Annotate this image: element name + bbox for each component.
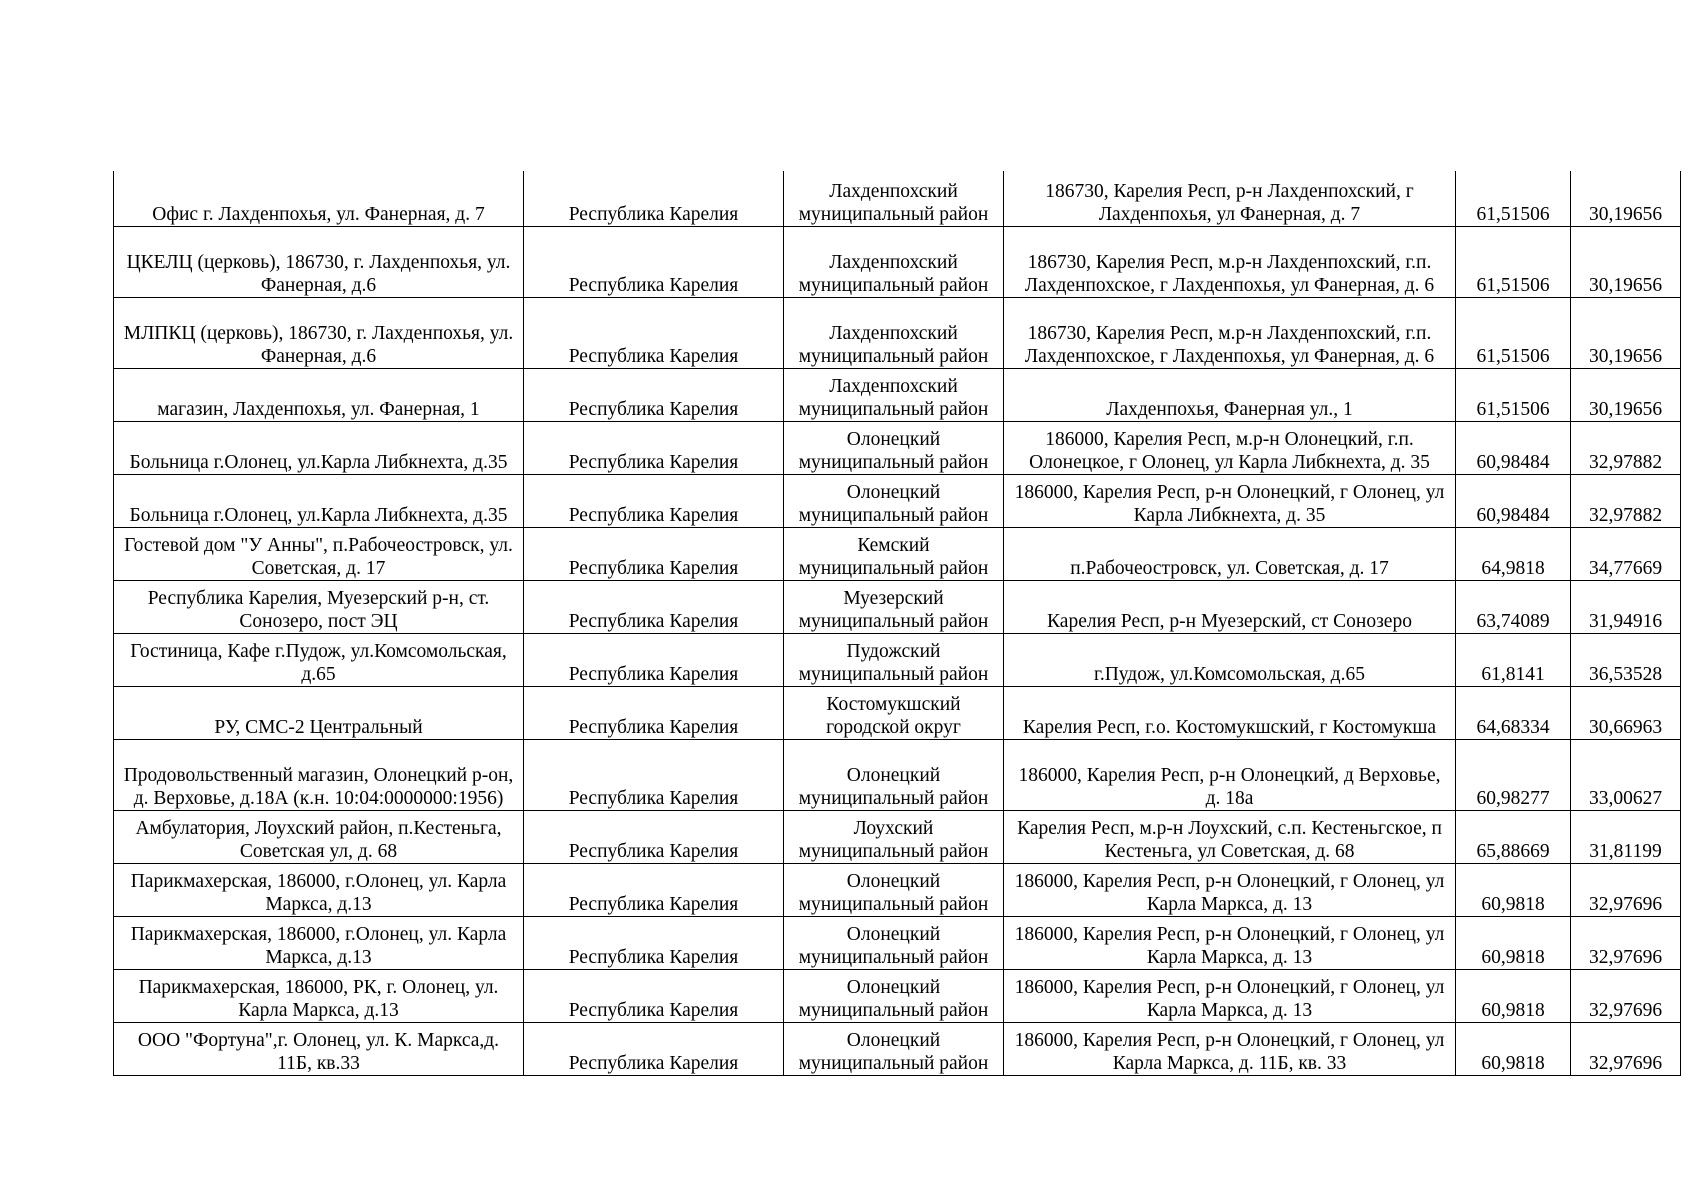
latitude-cell: 64,68334: [1456, 686, 1571, 739]
address-cell: г.Пудож, ул.Комсомольская, д.65: [1004, 633, 1456, 686]
address-cell: Лахденпохья, Фанерная ул., 1: [1004, 368, 1456, 421]
region-cell: Республика Карелия: [524, 368, 784, 421]
object-name-cell: ООО "Фортуна",г. Олонец, ул. К. Маркса,д. 11Б, кв.33: [114, 1022, 524, 1075]
district-cell: Муезерский муниципальный район: [784, 580, 1004, 633]
table-row: [114, 633, 1681, 686]
object-name-cell: Гостиница, Кафе г.Пудож, ул.Комсомольская, д.65: [114, 633, 524, 686]
district-cell: Олонецкий муниципальный район: [784, 474, 1004, 527]
address-cell: 186000, Карелия Респ, р-н Олонецкий, г Олонец, ул Карла Маркса, д. 13: [1004, 969, 1456, 1022]
object-name-cell: Больница г.Олонец, ул.Карла Либкнехта, д.35: [114, 474, 524, 527]
longitude-cell: 30,19656: [1571, 171, 1681, 226]
object-name-cell: РУ, СМС-2 Центральный: [114, 686, 524, 739]
object-name-cell: Больница г.Олонец, ул.Карла Либкнехта, д.35: [114, 421, 524, 474]
latitude-cell: 60,98484: [1456, 421, 1571, 474]
object-name-cell: Офис г. Лахденпохья, ул. Фанерная, д. 7: [114, 171, 524, 226]
object-name-cell: Парикмахерская, 186000, РК, г. Олонец, ул. Карла Маркса, д.13: [114, 969, 524, 1022]
district-cell: Олонецкий муниципальный район: [784, 1022, 1004, 1075]
region-cell: Республика Карелия: [524, 810, 784, 863]
address-cell: 186000, Карелия Респ, м.р-н Олонецкий, г.п. Олонецкое, г Олонец, ул Карла Либкнехта, д. 35: [1004, 421, 1456, 474]
table-row: [114, 1022, 1681, 1075]
object-name-cell: Республика Карелия, Муезерский р-н, ст. Сонозеро, пост ЭЦ: [114, 580, 524, 633]
district-cell: Лоухский муниципальный район: [784, 810, 1004, 863]
object-name-cell: Парикмахерская, 186000, г.Олонец, ул. Карла Маркса, д.13: [114, 863, 524, 916]
district-cell: Лахденпохский муниципальный район: [784, 226, 1004, 297]
longitude-cell: 30,19656: [1571, 297, 1681, 368]
address-cell: Карелия Респ, г.о. Костомукшский, г Костомукша: [1004, 686, 1456, 739]
latitude-cell: 60,98484: [1456, 474, 1571, 527]
district-cell: Олонецкий муниципальный район: [784, 863, 1004, 916]
object-name-cell: Амбулатория, Лоухский район, п.Кестеньга, Советская ул, д. 68: [114, 810, 524, 863]
longitude-cell: 30,19656: [1571, 226, 1681, 297]
region-cell: Республика Карелия: [524, 1022, 784, 1075]
region-cell: Республика Карелия: [524, 686, 784, 739]
region-cell: Республика Карелия: [524, 171, 784, 226]
address-cell: Карелия Респ, р-н Муезерский, ст Сонозеро: [1004, 580, 1456, 633]
address-cell: 186000, Карелия Респ, р-н Олонецкий, г Олонец, ул Карла Маркса, д. 13: [1004, 916, 1456, 969]
latitude-cell: 61,8141: [1456, 633, 1571, 686]
address-cell: 186000, Карелия Респ, р-н Олонецкий, г Олонец, ул Карла Маркса, д. 11Б, кв. 33: [1004, 1022, 1456, 1075]
latitude-cell: 60,9818: [1456, 1022, 1571, 1075]
longitude-cell: 30,66963: [1571, 686, 1681, 739]
address-cell: 186730, Карелия Респ, м.р-н Лахденпохский, г.п. Лахденпохское, г Лахденпохья, ул Фанерная, д. 6: [1004, 226, 1456, 297]
object-name-cell: МЛПКЦ (церковь), 186730, г. Лахденпохья, ул. Фанерная, д.6: [114, 297, 524, 368]
latitude-cell: 61,51506: [1456, 171, 1571, 226]
object-name-cell: Продовольственный магазин, Олонецкий р-он, д. Верховье, д.18А (к.н. 10:04:0000000:1956): [114, 739, 524, 810]
longitude-cell: 30,19656: [1571, 368, 1681, 421]
address-cell: Карелия Респ, м.р-н Лоухский, с.п. Кестеньгское, п Кестеньга, ул Советская, д. 68: [1004, 810, 1456, 863]
table-body: [114, 171, 1681, 1075]
district-cell: Олонецкий муниципальный район: [784, 916, 1004, 969]
latitude-cell: 60,98277: [1456, 739, 1571, 810]
district-cell: Олонецкий муниципальный район: [784, 421, 1004, 474]
object-name-cell: магазин, Лахденпохья, ул. Фанерная, 1: [114, 368, 524, 421]
latitude-cell: 60,9818: [1456, 969, 1571, 1022]
district-cell: Лахденпохский муниципальный район: [784, 368, 1004, 421]
region-cell: Республика Карелия: [524, 580, 784, 633]
latitude-cell: 64,9818: [1456, 527, 1571, 580]
table-row: [114, 527, 1681, 580]
table-row: [114, 421, 1681, 474]
region-cell: Республика Карелия: [524, 226, 784, 297]
district-cell: Олонецкий муниципальный район: [784, 739, 1004, 810]
district-cell: Олонецкий муниципальный район: [784, 969, 1004, 1022]
address-cell: п.Рабочеостровск, ул. Советская, д. 17: [1004, 527, 1456, 580]
table-row: [114, 916, 1681, 969]
longitude-cell: 32,97696: [1571, 916, 1681, 969]
longitude-cell: 32,97882: [1571, 421, 1681, 474]
longitude-cell: 32,97696: [1571, 1022, 1681, 1075]
table-row: [114, 580, 1681, 633]
latitude-cell: 61,51506: [1456, 297, 1571, 368]
region-cell: Республика Карелия: [524, 297, 784, 368]
address-cell: 186000, Карелия Респ, р-н Олонецкий, д Верховье, д. 18а: [1004, 739, 1456, 810]
longitude-cell: 31,94916: [1571, 580, 1681, 633]
longitude-cell: 34,77669: [1571, 527, 1681, 580]
latitude-cell: 61,51506: [1456, 226, 1571, 297]
district-cell: Пудожский муниципальный район: [784, 633, 1004, 686]
longitude-cell: 32,97882: [1571, 474, 1681, 527]
district-cell: Лахденпохский муниципальный район: [784, 171, 1004, 226]
table-row: [114, 810, 1681, 863]
object-name-cell: Парикмахерская, 186000, г.Олонец, ул. Карла Маркса, д.13: [114, 916, 524, 969]
region-cell: Республика Карелия: [524, 739, 784, 810]
table-row: [114, 739, 1681, 810]
latitude-cell: 61,51506: [1456, 368, 1571, 421]
latitude-cell: 60,9818: [1456, 863, 1571, 916]
region-cell: Республика Карелия: [524, 863, 784, 916]
longitude-cell: 32,97696: [1571, 863, 1681, 916]
address-cell: 186000, Карелия Респ, р-н Олонецкий, г Олонец, ул Карла Либкнехта, д. 35: [1004, 474, 1456, 527]
address-cell: 186730, Карелия Респ, р-н Лахденпохский, г Лахденпохья, ул Фанерная, д. 7: [1004, 171, 1456, 226]
table-row: [114, 226, 1681, 297]
table-row: [114, 171, 1681, 226]
district-cell: Лахденпохский муниципальный район: [784, 297, 1004, 368]
table-row: [114, 297, 1681, 368]
address-cell: 186000, Карелия Респ, р-н Олонецкий, г Олонец, ул Карла Маркса, д. 13: [1004, 863, 1456, 916]
district-cell: Кемский муниципальный район: [784, 527, 1004, 580]
data-table: [113, 171, 1681, 1076]
region-cell: Республика Карелия: [524, 421, 784, 474]
region-cell: Республика Карелия: [524, 969, 784, 1022]
address-cell: 186730, Карелия Респ, м.р-н Лахденпохский, г.п. Лахденпохское, г Лахденпохья, ул Фанерная, д. 6: [1004, 297, 1456, 368]
longitude-cell: 31,81199: [1571, 810, 1681, 863]
region-cell: Республика Карелия: [524, 474, 784, 527]
district-cell: Костомукшский городской округ: [784, 686, 1004, 739]
object-name-cell: ЦКЕЛЦ (церковь), 186730, г. Лахденпохья, ул. Фанерная, д.6: [114, 226, 524, 297]
table-row: [114, 969, 1681, 1022]
region-cell: Республика Карелия: [524, 633, 784, 686]
latitude-cell: 60,9818: [1456, 916, 1571, 969]
longitude-cell: 36,53528: [1571, 633, 1681, 686]
longitude-cell: 32,97696: [1571, 969, 1681, 1022]
table-row: [114, 474, 1681, 527]
table-row: [114, 368, 1681, 421]
table-row: [114, 863, 1681, 916]
table-row: [114, 686, 1681, 739]
latitude-cell: 65,88669: [1456, 810, 1571, 863]
object-name-cell: Гостевой дом "У Анны", п.Рабочеостровск, ул. Советская, д. 17: [114, 527, 524, 580]
longitude-cell: 33,00627: [1571, 739, 1681, 810]
latitude-cell: 63,74089: [1456, 580, 1571, 633]
region-cell: Республика Карелия: [524, 527, 784, 580]
region-cell: Республика Карелия: [524, 916, 784, 969]
